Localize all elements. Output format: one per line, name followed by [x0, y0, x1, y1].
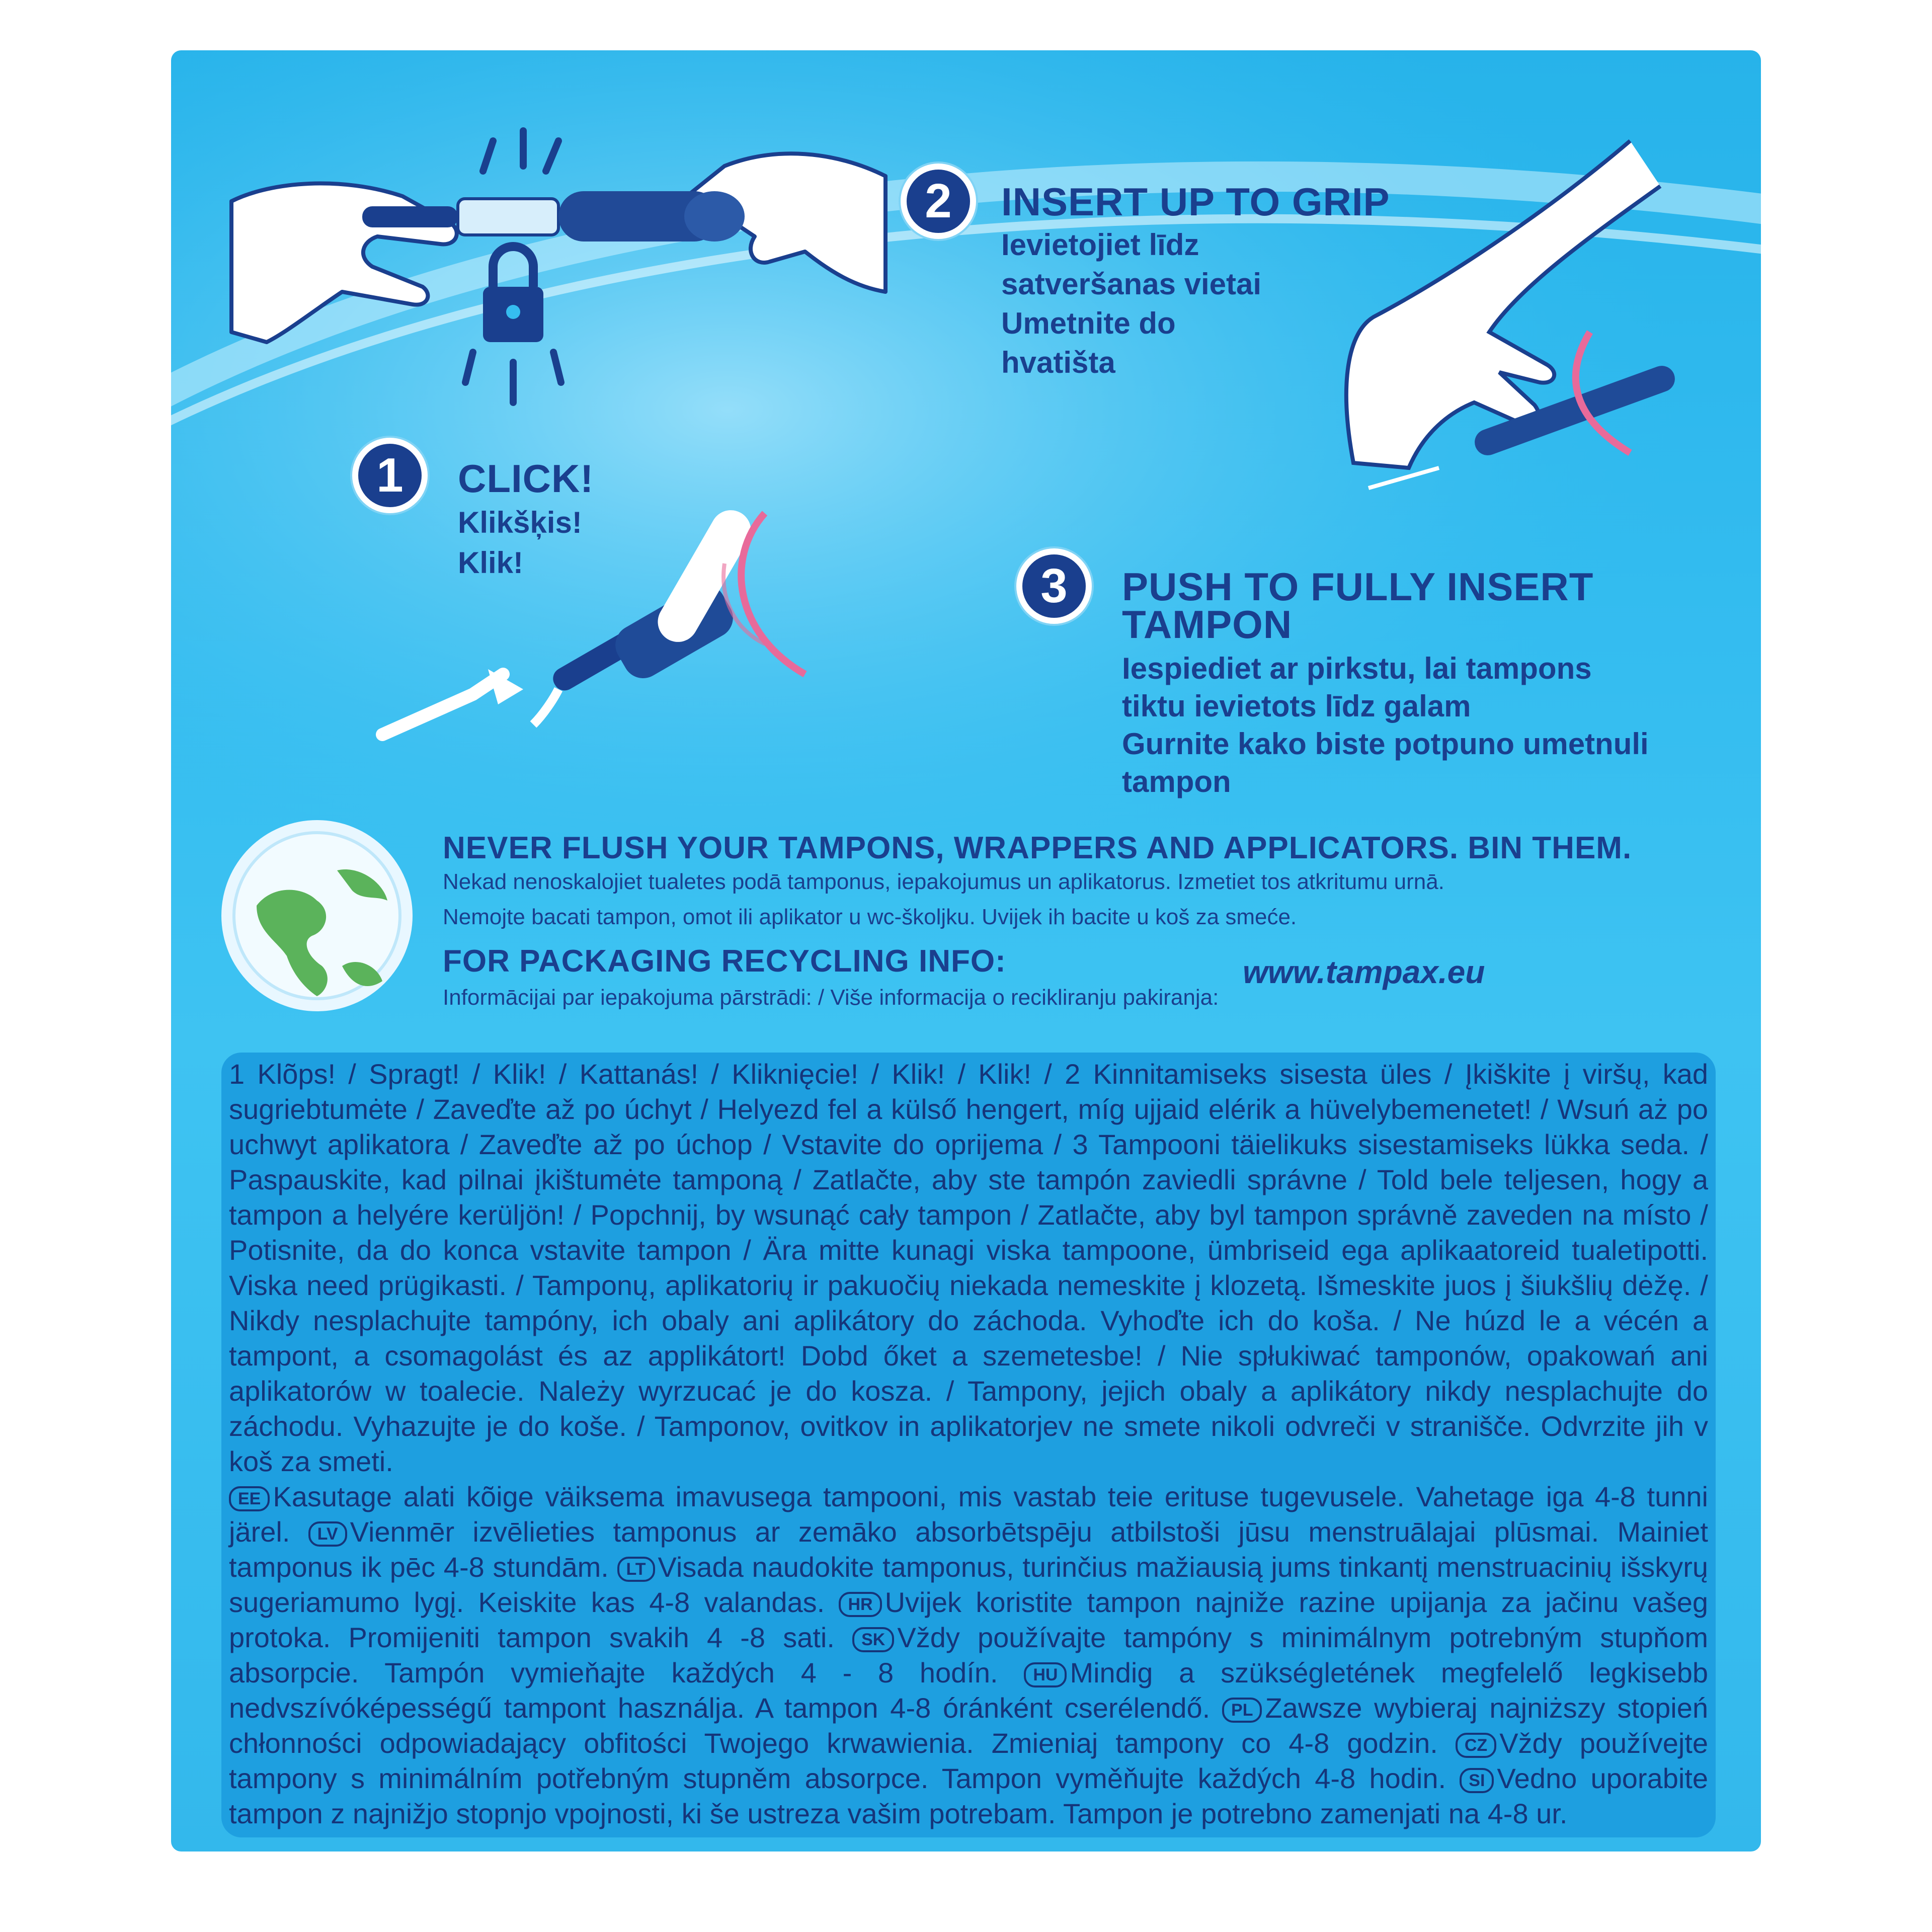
warnings-paragraph — [229, 1479, 1708, 1831]
step-2-sub-4: hvatišta — [1001, 346, 1115, 379]
step-1-sub-2: Klik! — [458, 546, 524, 580]
warning-ee: EE Kasutage alati kõige väiksema imavusega tampooni, mis vastab teie erituse tugevusele. Vahetage iga 4-8 tunni järel. — [229, 1481, 1708, 1548]
warning-sk: SK Vždy používajte tampóny s minimálnym potrebným stupňom absorpcie. Tampón vymieňajte každých 4 - 8 hodín. — [229, 1622, 1708, 1688]
instructions-paragraph: 1 Klõps! / Spragt! / Klik! / Kattanás! / Kliknięcie! / Klik! / Klik! / 2 Kinnitamiseks sisesta üles / Įkiškite į viršų, kad sugriebtumėte / Zaveďte až po úchyt / Helyezd fel a külső hengert, míg ujjaid elérik a hüvelybemenetet! / Wsuń aż po uchwyt aplikatora / Zaveďte až po úchop / Vstavite do oprijema / 3 Tampooni täielikuks sisestamiseks lükka seda. / Paspauskite, kad pilnai įkištumėte tamponą / Zatlačte, aby ste tampón zaviedli správne / Told bele teljesen, hogy a tampon a helyére kerüljön! / Popchnij, by wsunąć cały tampon / Zatlačte, aby byl tampon správně zaveden na místo / Potisnite, da do konca vstavite tampon / Ära mitte kunagi viska tampoone, ümbriseid ega aplikaatoreid tualetipotti. Viska need prügikasti. / Tamponų, aplikatorių ir pakuočių niekada nemeskite į klozetą. Išmeskite juos į šiukšlių dėžę. / Nikdy nesplachujte tampóny, ich obaly ani aplikátory do záchoda. Vyhoďte ich do koša. / Ne húzd le a vécén a tampont, a csomagolást és az applikátort! Dobd őket a szemetesbe! / Nie spłukiwać tamponów, opakowań ani aplikatorów w toalecie. Należy wyrzucać je do kosza. / Tampony, jejich obaly a aplikátory nikdy nesplachujte do záchodu. Vyhazujte je do koše. / Tamponov, ovitkov in aplikatorjev ne smete nikoli odvreči v stranišče. Odvrzite jih v koš za smeti. — [229, 1058, 1708, 1477]
step-3-title-2: TAMPON — [1122, 602, 1293, 647]
step-3-number: 3 — [1016, 548, 1092, 624]
recycling-title: FOR PACKAGING RECYCLING INFO: — [443, 944, 1006, 979]
step-3-sub-4: tampon — [1122, 765, 1231, 798]
tampon-illustration — [372, 483, 825, 765]
never-flush-lv: Nekad nenoskalojiet tualetes podā tamponus, iepakojumus un aplikatorus. Izmetiet tos atkritumu urnā. — [443, 869, 1444, 894]
step-3-sub-1: Iespiediet ar pirkstu, lai tampons — [1122, 652, 1592, 685]
never-flush-title: NEVER FLUSH YOUR TAMPONS, WRAPPERS AND APPLICATORS. BIN THEM. — [443, 831, 1632, 865]
step-2-sub-3: Umetnite do — [1001, 306, 1176, 340]
step-1-title: CLICK! — [458, 456, 594, 501]
never-flush-hr: Nemojte bacati tampon, omot ili aplikator u wc-školjku. Uvijek ih bacite u koš za smeće. — [443, 905, 1297, 929]
country-badge-sk: SK — [852, 1627, 894, 1652]
warning-hu: HU Mindig a szükségletének megfelelő legkisebb nedvszívóképességű tampont használja. A tampon 4-8 óránként cserélendő. — [229, 1657, 1709, 1724]
country-badge-lt: LT — [617, 1557, 655, 1582]
country-badge-hr: HR — [839, 1592, 881, 1617]
click-illustration — [211, 121, 906, 433]
recycling-line: Informācijai par iepakojuma pārstrādi: / Više informacija o recikliranju pakiranja: — [443, 985, 1219, 1010]
step-2-sub-1: Ievietojiet līdz — [1001, 228, 1199, 262]
insert-illustration — [1308, 121, 1691, 503]
country-badge-hu: HU — [1024, 1662, 1067, 1687]
country-badge-si: SI — [1460, 1768, 1494, 1793]
step-2-title: INSERT UP TO GRIP — [1001, 180, 1390, 224]
step-2-sub-2: satveršanas vietai — [1001, 267, 1262, 301]
country-badge-lv: LV — [308, 1521, 347, 1547]
step-1-sub-1: Klikšķis! — [458, 506, 582, 539]
step-3-sub-2: tiktu ievietots līdz galam — [1122, 689, 1471, 723]
step-3-sub-3: Gurnite kako biste potpuno umetnuli — [1122, 727, 1649, 761]
warning-lv: LV Vienmēr izvēlieties tamponus ar zemāko absorbētspēju atbilstoši jūsu menstruālajai plūsmai. Mainiet tamponus ik pēc 4-8 stundām. — [229, 1516, 1708, 1583]
country-badge-cz: CZ — [1456, 1733, 1496, 1758]
country-badge-ee: EE — [229, 1486, 270, 1511]
step-3-title-1: PUSH TO FULLY INSERT — [1122, 565, 1594, 609]
country-badge-pl: PL — [1222, 1698, 1262, 1723]
step-1-number: 1 — [352, 438, 428, 513]
warning-si: SI Vedno uporabite tampon z najnižjo stopnjo vpojnosti, ki še ustreza vašim potrebam. Tampon je potrebno zamenjati na 4-8 ur. — [229, 1762, 1708, 1829]
step-2-number: 2 — [901, 164, 976, 239]
earth-icon — [216, 815, 418, 1016]
warning-lt: LT Visada naudokite tamponus, turinčius mažiausią jums tinkantį menstruacinių išskyrų sugeriamumo lygį. Keiskite kas 4-8 valandas. — [229, 1551, 1708, 1618]
warning-pl: PL Zawsze wybieraj najniższy stopień chłonności odpowiadający obfitości Twojego krwawienia. Zmieniaj tampony co 4-8 godzin. — [229, 1692, 1709, 1759]
warning-cz: CZ Vždy používejte tampony s minimálním potřebným stupněm absorpce. Tampon vyměňujte každých 4-8 hodin. — [229, 1727, 1708, 1794]
warning-hr: HR Uvijek koristite tampon najniže razine upijanja za jačinu vašeg protoka. Promijeniti tampon svakih 4 -8 sati. — [229, 1586, 1708, 1653]
lock-icon — [483, 247, 543, 342]
website-link[interactable]: www.tampax.eu — [1243, 954, 1485, 990]
multilingual-text — [229, 1057, 1708, 1831]
